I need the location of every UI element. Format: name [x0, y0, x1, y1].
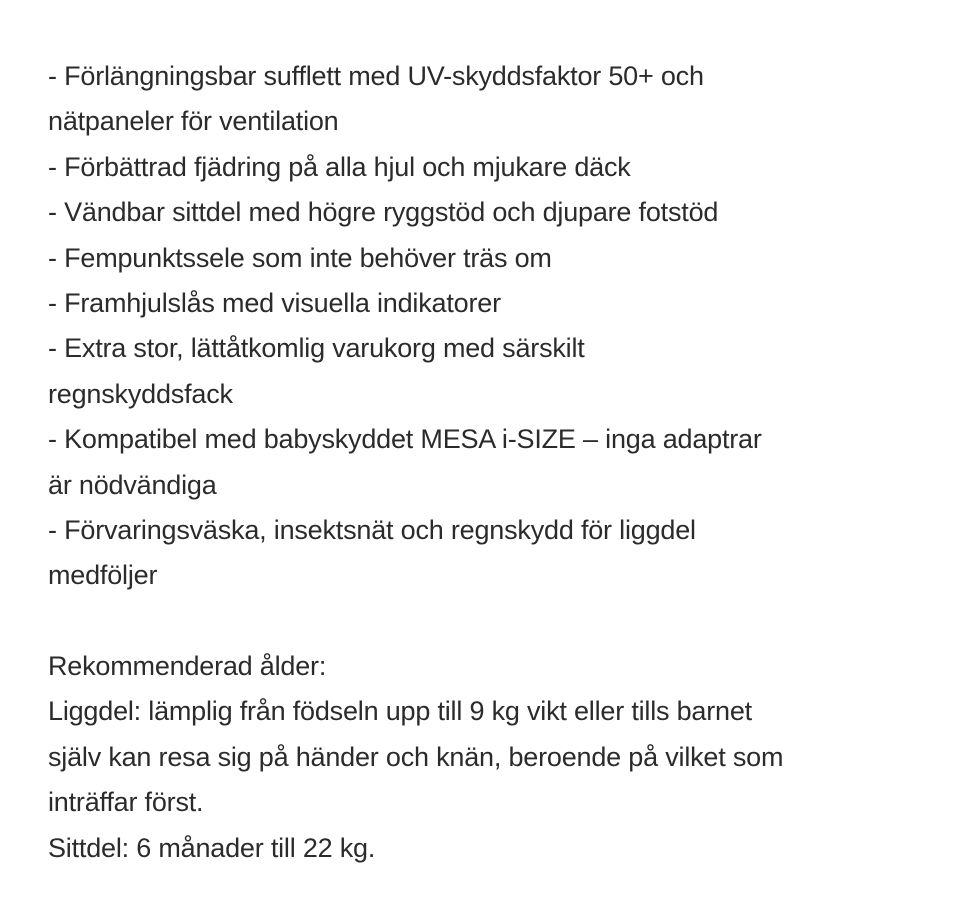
- feature-item-varukorg: [48, 326, 918, 417]
- feature-line: - Förvaringsväska, insektsnät och regnskydd för liggdel: [48, 514, 696, 545]
- feature-line: - Framhjulslås med visuella indikatorer: [48, 287, 501, 318]
- liggdel-line: Liggdel: lämplig från födseln upp till 9 kg vikt eller tills barnet: [48, 696, 752, 727]
- feature-line: - Förbättrad fjädring på alla hjul och mjukare däck: [48, 151, 631, 182]
- feature-line: - Fempunktssele som inte behöver träs om: [48, 242, 552, 273]
- feature-line: medföljer: [48, 560, 158, 591]
- feature-item-kompatibel: [48, 417, 918, 508]
- feature-item-sittdel: [48, 190, 918, 235]
- sittdel-age: Sittdel: 6 månader till 22 kg.: [48, 832, 376, 863]
- recommended-age-section: [48, 644, 918, 871]
- liggdel-line: själv kan resa sig på händer och knän, beroende på vilket som: [48, 741, 784, 772]
- feature-line: - Vändbar sittdel med högre ryggstöd och djupare fotstöd: [48, 197, 719, 228]
- feature-item-framhjulslas: [48, 281, 918, 326]
- recommended-age-heading: Rekommenderad ålder:: [48, 651, 327, 682]
- feature-item-sufflett: [48, 54, 918, 145]
- feature-item-sele: [48, 236, 918, 281]
- feature-line: - Extra stor, lättåtkomlig varukorg med särskilt: [48, 333, 585, 364]
- feature-line: nätpaneler för ventilation: [48, 106, 339, 137]
- feature-item-fjadring: [48, 145, 918, 190]
- feature-line: - Förlängningsbar sufflett med UV-skyddsfaktor 50+ och: [48, 61, 704, 91]
- feature-item-tillbehor: [48, 508, 918, 599]
- liggdel-line: inträffar först.: [48, 787, 204, 818]
- paragraph-gap: [48, 599, 918, 644]
- product-description: [48, 54, 918, 871]
- feature-line: är nödvändiga: [48, 469, 217, 500]
- feature-line: regnskyddsfack: [48, 378, 233, 409]
- feature-list: [48, 54, 918, 599]
- liggdel-age: [48, 689, 918, 825]
- feature-line: - Kompatibel med babyskyddet MESA i-SIZE – inga adaptrar: [48, 424, 762, 455]
